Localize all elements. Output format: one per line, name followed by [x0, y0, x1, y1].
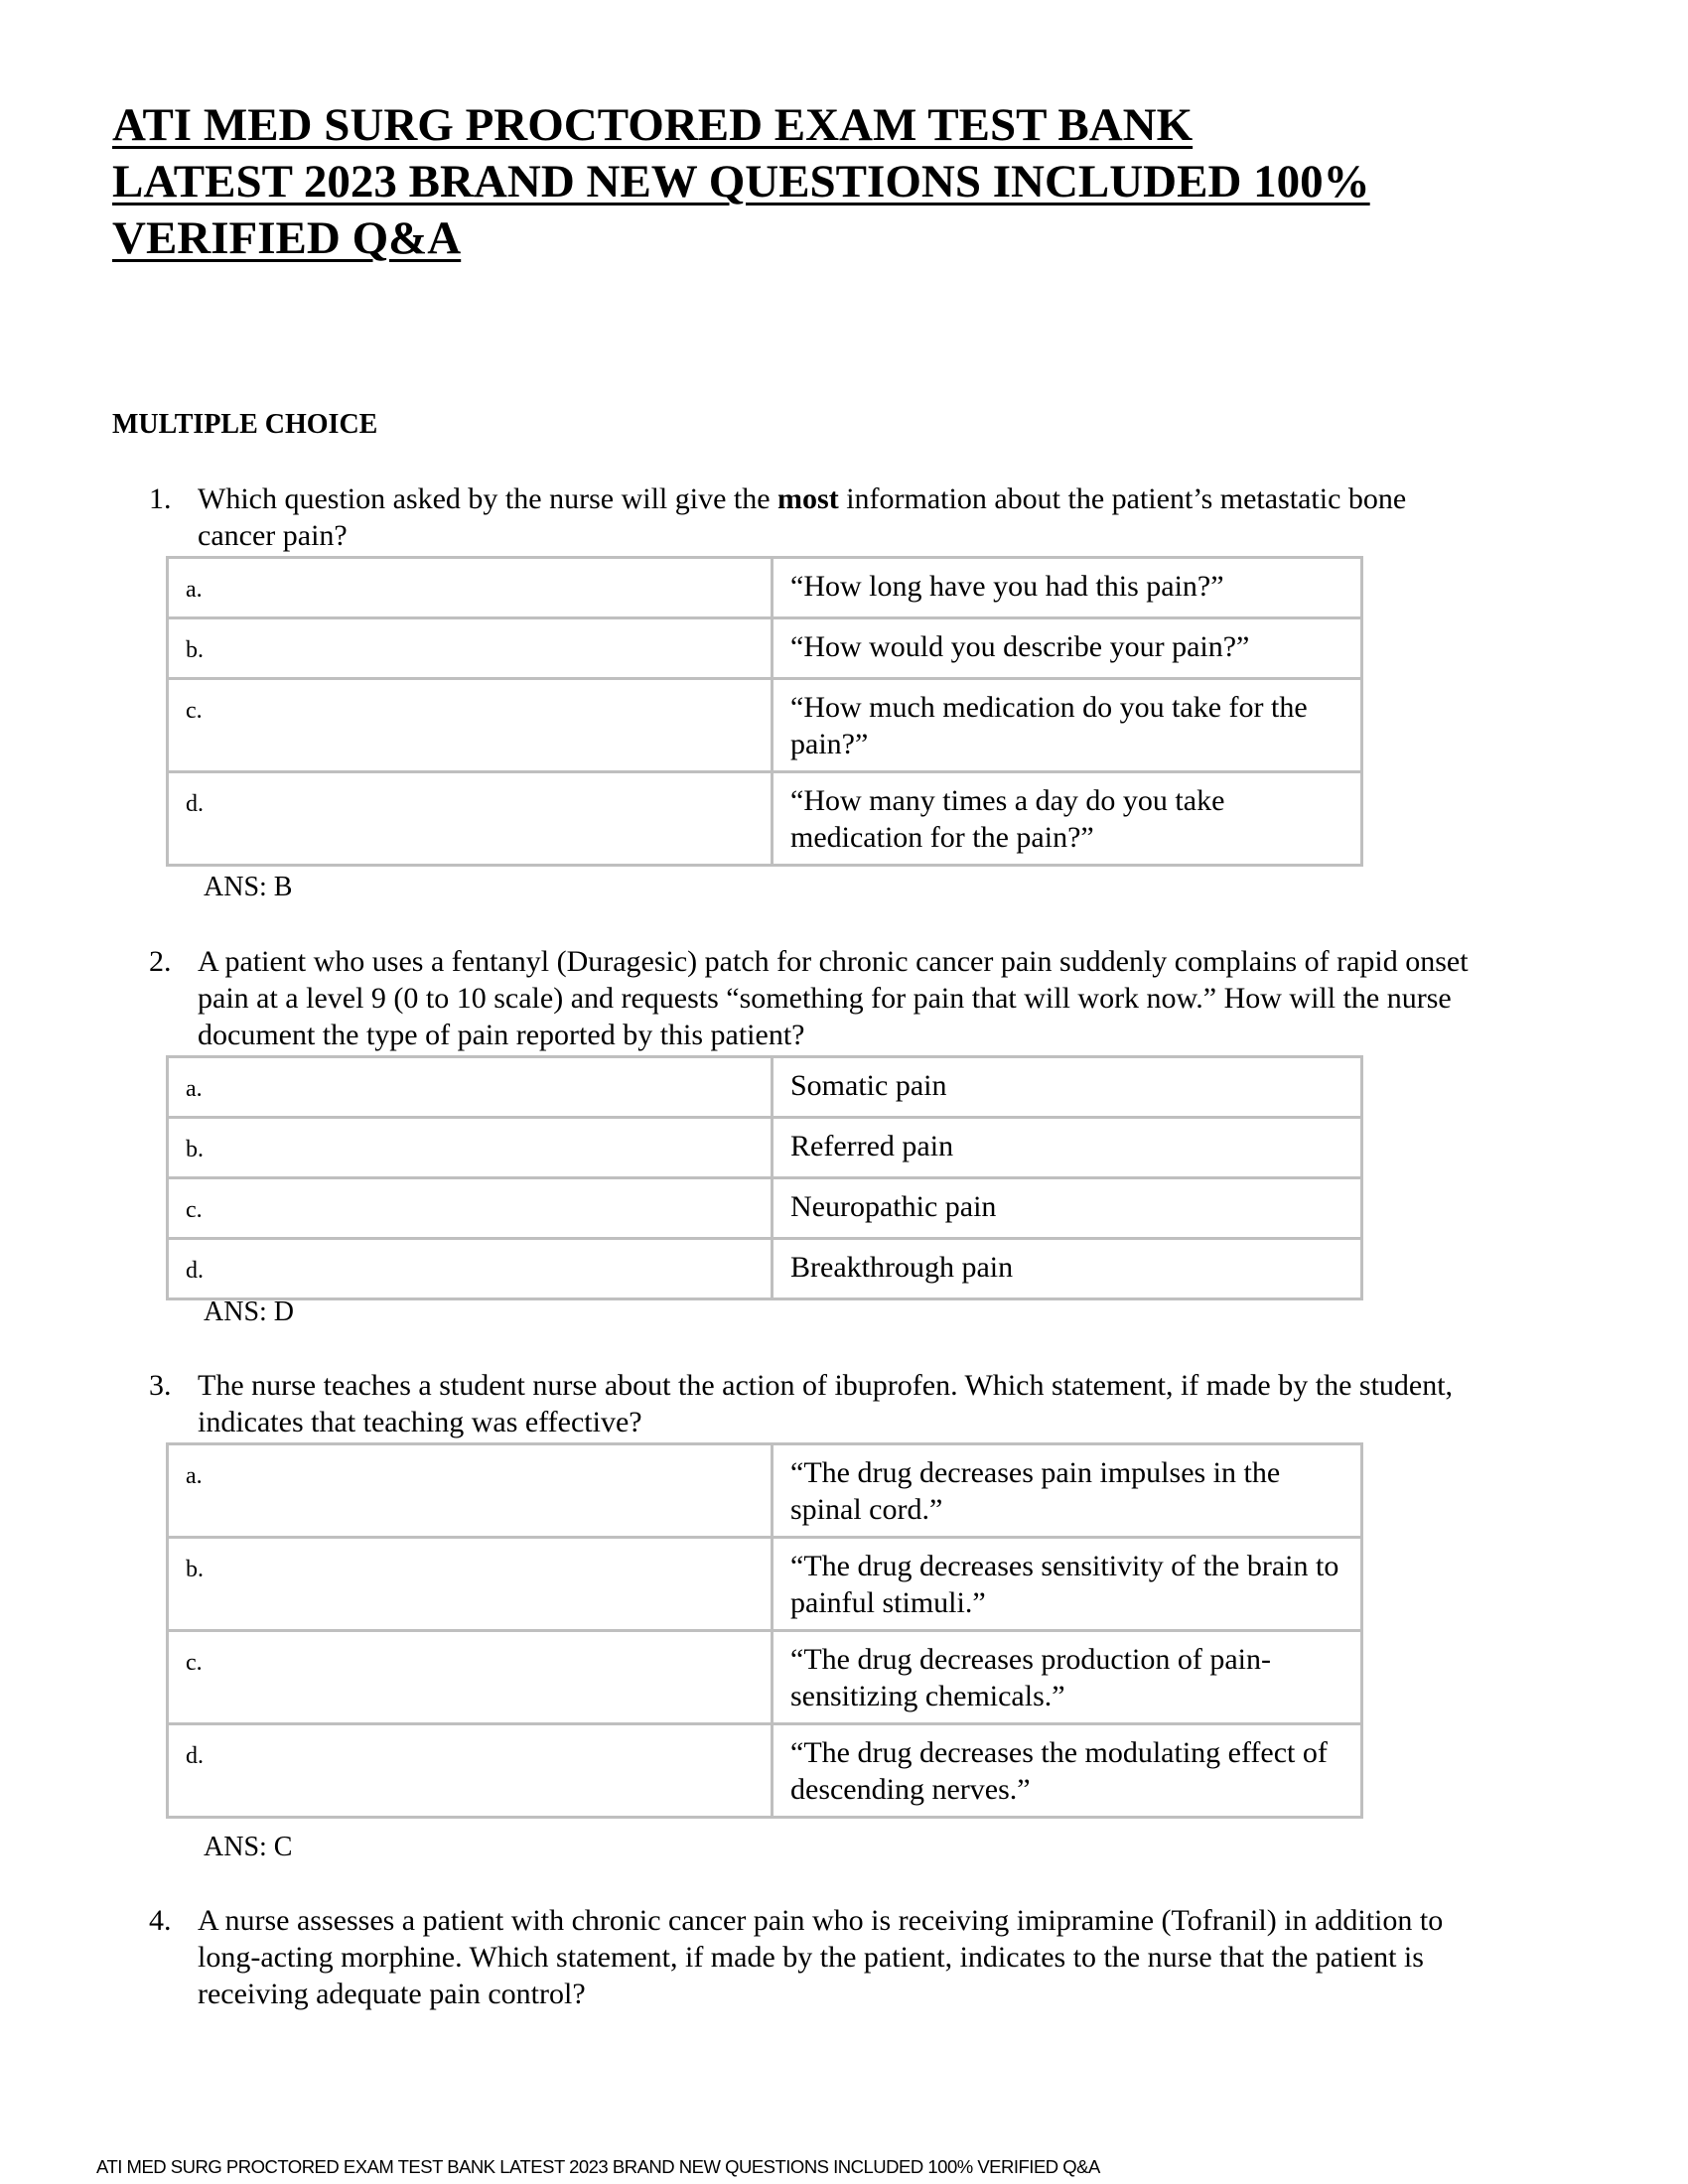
options-table-2: [166, 1055, 1363, 1300]
option-text: “The drug decreases pain impulses in the spinal cord.”: [773, 1444, 1362, 1538]
question-3: [149, 1367, 1470, 1440]
option-row: [168, 1538, 1362, 1631]
page-footer: ATI MED SURG PROCTORED EXAM TEST BANK LATEST 2023 BRAND NEW QUESTIONS INCLUDED 100% VERIFIED Q&A: [96, 2156, 1100, 2177]
options-table-3: [166, 1442, 1363, 1819]
option-row: [168, 618, 1362, 679]
title-line-2: LATEST 2023 BRAND NEW QUESTIONS INCLUDED 100%: [112, 156, 1370, 207]
answer-2: ANS: D: [204, 1297, 295, 1327]
question-text: A nurse assesses a patient with chronic cancer pain who is receiving imipramine (Tofranil) in addition to long-acting morphine. Which statement, if made by the patient, indicates to the nurse that the patient is receiving adequate pain control?: [198, 1904, 1444, 2010]
option-row: [168, 1118, 1362, 1178]
option-text: “How long have you had this pain?”: [773, 558, 1362, 618]
option-text: Referred pain: [773, 1118, 1362, 1178]
question-2: [149, 943, 1470, 1053]
question-4: [149, 1902, 1470, 2012]
answer-3: ANS: C: [204, 1832, 293, 1862]
option-letter: c.: [168, 1631, 773, 1724]
option-row: [168, 679, 1362, 772]
option-row: [168, 1057, 1362, 1118]
option-row: [168, 1444, 1362, 1538]
question-number: 1.: [149, 482, 172, 515]
option-letter: d.: [168, 1724, 773, 1818]
option-row: [168, 1178, 1362, 1239]
option-letter: d.: [168, 772, 773, 866]
options-table-1: [166, 556, 1363, 867]
option-text: Neuropathic pain: [773, 1178, 1362, 1239]
option-text: Breakthrough pain: [773, 1239, 1362, 1299]
option-row: [168, 1239, 1362, 1299]
question-number: 4.: [149, 1904, 172, 1937]
question-text: The nurse teaches a student nurse about the action of ibuprofen. Which statement, if made by the student, indicates that teaching was effective?: [198, 1369, 1454, 1438]
option-letter: d.: [168, 1239, 773, 1299]
question-text-part: Which question asked by the nurse will give the: [198, 482, 778, 515]
question-text: [198, 480, 1470, 554]
option-letter: a.: [168, 1444, 773, 1538]
option-text: “How would you describe your pain?”: [773, 618, 1362, 679]
option-letter: b.: [168, 1538, 773, 1631]
option-letter: b.: [168, 618, 773, 679]
option-letter: a.: [168, 1057, 773, 1118]
question-number: 3.: [149, 1369, 172, 1402]
option-letter: b.: [168, 1118, 773, 1178]
option-letter: a.: [168, 558, 773, 618]
option-text: “The drug decreases sensitivity of the brain to painful stimuli.”: [773, 1538, 1362, 1631]
emphasis-most: most: [777, 482, 839, 515]
option-text: “How much medication do you take for the pain?”: [773, 679, 1362, 772]
question-text-part: information about the patient’s metastatic bone cancer pain?: [198, 482, 1407, 552]
section-heading: MULTIPLE CHOICE: [112, 409, 378, 440]
answer-1: ANS: B: [204, 872, 293, 902]
document-title: [112, 97, 1522, 267]
title-line-3: VERIFIED Q&A: [112, 212, 462, 264]
option-letter: c.: [168, 679, 773, 772]
option-row: [168, 1724, 1362, 1818]
option-text: “The drug decreases production of pain-sensitizing chemicals.”: [773, 1631, 1362, 1724]
option-text: “How many times a day do you take medication for the pain?”: [773, 772, 1362, 866]
title-line-1: ATI MED SURG PROCTORED EXAM TEST BANK: [112, 99, 1194, 151]
option-row: [168, 1631, 1362, 1724]
question-text: A patient who uses a fentanyl (Duragesic) patch for chronic cancer pain suddenly complains of rapid onset pain at a level 9 (0 to 10 scale) and requests “something for pain that will work now.” How will the nurse document the type of pain reported by this patient?: [198, 945, 1469, 1051]
question-1: [149, 480, 1470, 554]
option-text: “The drug decreases the modulating effect of descending nerves.”: [773, 1724, 1362, 1818]
option-letter: c.: [168, 1178, 773, 1239]
option-text: Somatic pain: [773, 1057, 1362, 1118]
question-number: 2.: [149, 945, 172, 978]
option-row: [168, 558, 1362, 618]
option-row: [168, 772, 1362, 866]
